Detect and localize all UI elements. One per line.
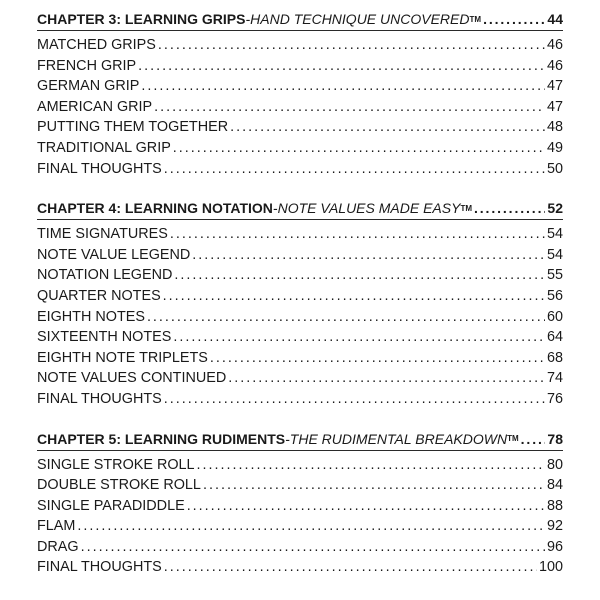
dot-leader xyxy=(138,56,545,77)
toc-entry[interactable] xyxy=(37,286,563,307)
entry-page-number: 68 xyxy=(546,349,563,366)
entry-page-number: 47 xyxy=(546,98,563,115)
chapter-subtitle: HAND TECHNIQUE UNCOVERED xyxy=(250,11,470,27)
entry-page-number: 48 xyxy=(546,119,563,136)
dot-leader xyxy=(474,200,545,216)
chapter-page-number: 78 xyxy=(547,430,563,447)
entry-label: FRENCH GRIP xyxy=(37,57,137,74)
entry-label: QUARTER NOTES xyxy=(37,287,161,304)
toc-entry[interactable] xyxy=(37,368,563,389)
toc-entry[interactable] xyxy=(37,516,563,537)
entry-page-number: 60 xyxy=(546,308,563,325)
entry-page-number: 49 xyxy=(546,139,563,156)
dot-leader xyxy=(521,431,546,447)
toc-entry[interactable] xyxy=(37,97,563,118)
toc-entry[interactable] xyxy=(37,327,563,348)
dot-leader xyxy=(164,389,545,410)
dot-leader xyxy=(170,224,545,245)
trademark-mark: TM xyxy=(507,434,519,443)
dot-leader xyxy=(174,265,545,286)
toc-entry[interactable] xyxy=(37,224,563,245)
toc-entry[interactable] xyxy=(37,307,563,328)
toc-entry[interactable] xyxy=(37,56,563,77)
dot-leader xyxy=(163,286,545,307)
dot-leader xyxy=(164,557,537,578)
entry-label: AMERICAN GRIP xyxy=(37,98,153,115)
entry-label: NOTE VALUES CONTINUED xyxy=(37,370,227,387)
toc-entry[interactable] xyxy=(37,76,563,97)
entry-label: SINGLE STROKE ROLL xyxy=(37,456,195,473)
chapter-heading[interactable] xyxy=(37,428,563,451)
entry-label: MATCHED GRIPS xyxy=(37,37,156,53)
entry-label: FINAL THOUGHTS xyxy=(37,390,162,407)
entry-label: TRADITIONAL GRIP xyxy=(37,139,171,156)
entry-page-number: 56 xyxy=(546,287,563,304)
toc-entry[interactable] xyxy=(37,389,563,410)
chapter-page-number: 44 xyxy=(547,11,563,27)
toc-entry[interactable] xyxy=(37,496,563,517)
entry-page-number: 84 xyxy=(546,477,563,494)
trademark-mark: TM xyxy=(469,14,482,24)
entry-page-number: 55 xyxy=(546,267,563,284)
entry-page-number: 47 xyxy=(546,78,563,95)
entry-page-number: 96 xyxy=(546,538,563,555)
entry-page-number: 46 xyxy=(546,37,563,53)
chapter-title: CHAPTER 5: LEARNING RUDIMENTS xyxy=(37,430,286,447)
entry-page-number: 92 xyxy=(546,518,563,535)
chapter-separator: - xyxy=(272,200,278,217)
entry-page-number: 74 xyxy=(546,370,563,387)
dot-leader xyxy=(187,496,545,517)
trademark-mark: TM xyxy=(460,203,472,213)
entry-label: FINAL THOUGHTS xyxy=(37,559,162,576)
entry-label: EIGHTH NOTE TRIPLETS xyxy=(37,349,208,366)
dot-leader xyxy=(158,35,545,56)
table-of-contents xyxy=(37,8,563,596)
chapter-heading[interactable] xyxy=(37,8,563,31)
dot-leader xyxy=(173,138,545,159)
entry-label: NOTATION LEGEND xyxy=(37,267,173,284)
entry-page-number: 100 xyxy=(538,559,563,576)
dot-leader xyxy=(164,159,545,180)
entry-label: DOUBLE STROKE ROLL xyxy=(37,477,201,494)
dot-leader xyxy=(141,76,545,97)
toc-entry[interactable] xyxy=(37,265,563,286)
dot-leader xyxy=(203,475,545,496)
entry-label: TIME SIGNATURES xyxy=(37,226,168,243)
dot-leader xyxy=(197,455,545,476)
dot-leader xyxy=(228,368,545,389)
entry-page-number: 54 xyxy=(546,246,563,263)
toc-entry[interactable] xyxy=(37,117,563,138)
dot-leader xyxy=(154,97,545,118)
toc-entry[interactable] xyxy=(37,138,563,159)
toc-entry[interactable] xyxy=(37,348,563,369)
entry-label: SIXTEENTH NOTES xyxy=(37,329,172,346)
entry-label: GERMAN GRIP xyxy=(37,78,140,95)
chapter-3-section xyxy=(37,8,563,179)
toc-entry[interactable] xyxy=(37,475,563,496)
toc-entry[interactable] xyxy=(37,159,563,180)
entry-page-number: 50 xyxy=(546,160,563,177)
entry-page-number: 88 xyxy=(546,497,563,514)
dot-leader xyxy=(210,348,545,369)
dot-leader xyxy=(77,516,545,537)
entry-label: PUTTING THEM TOGETHER xyxy=(37,119,229,136)
chapter-page-number: 52 xyxy=(547,200,563,217)
entry-page-number: 64 xyxy=(546,329,563,346)
toc-entry[interactable] xyxy=(37,455,563,476)
chapter-subtitle: THE RUDIMENTAL BREAKDOWN xyxy=(289,430,508,447)
toc-entry[interactable] xyxy=(37,557,563,578)
dot-leader xyxy=(192,245,545,266)
entry-page-number: 80 xyxy=(546,456,563,473)
entry-label: FLAM xyxy=(37,518,76,535)
chapter-separator: - xyxy=(285,430,290,447)
dot-leader xyxy=(173,327,545,348)
entry-page-number: 46 xyxy=(546,57,563,74)
dot-leader xyxy=(230,117,545,138)
toc-entry[interactable] xyxy=(37,245,563,266)
chapter-heading[interactable] xyxy=(37,197,563,220)
entry-label: FINAL THOUGHTS xyxy=(37,160,162,177)
chapter-4-section xyxy=(37,197,563,409)
toc-entry[interactable] xyxy=(37,537,563,558)
chapter-title: CHAPTER 3: LEARNING GRIPS xyxy=(37,11,246,27)
entry-page-number: 54 xyxy=(546,226,563,243)
chapter-subtitle: NOTE VALUES MADE EASY xyxy=(277,200,461,217)
entry-label: DRAG xyxy=(37,538,79,555)
entry-label: NOTE VALUE LEGEND xyxy=(37,246,191,263)
dot-leader xyxy=(81,537,545,558)
chapter-separator: - xyxy=(245,11,251,27)
dot-leader xyxy=(147,307,545,328)
dot-leader xyxy=(483,11,545,27)
entry-page-number: 76 xyxy=(546,390,563,407)
entry-label: SINGLE PARADIDDLE xyxy=(37,497,185,514)
chapter-title: CHAPTER 4: LEARNING NOTATION xyxy=(37,200,273,217)
chapter-5-section xyxy=(37,428,563,579)
toc-entry[interactable] xyxy=(37,35,563,56)
entry-label: EIGHTH NOTES xyxy=(37,308,145,325)
